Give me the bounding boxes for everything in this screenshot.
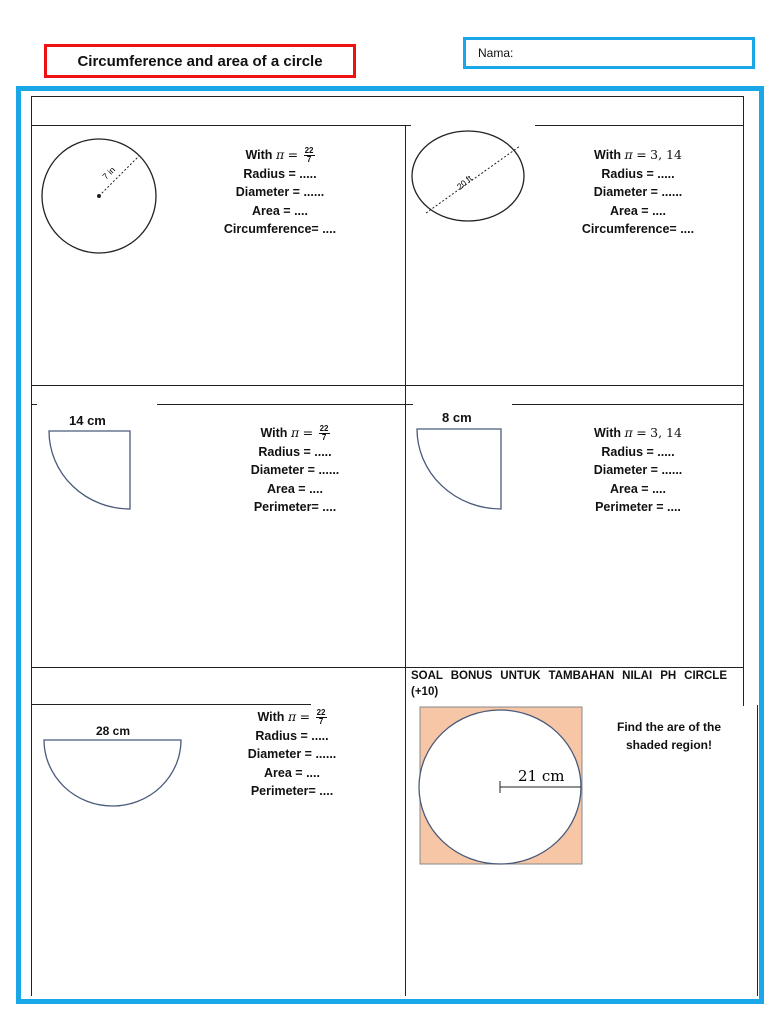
figure-label-1: 7 in (100, 164, 118, 182)
quarter-circle-figure-4 (414, 426, 506, 514)
figure-label-2: 20 ft (454, 173, 474, 192)
circle-figure-2 (408, 128, 528, 228)
problem-4-text: With π = 3, 14 Radius = ..... Diameter = ...... Area = .... Perimeter = .... (593, 425, 683, 514)
bonus-instruction: Find the are of the shaded region! (616, 720, 721, 752)
problem-1-text: With π = $\frac{22}{7}$ Radius = ..... Diameter = ...... Area = .... Circumference= .... (223, 146, 337, 236)
figure-label-4: 8 cm (442, 410, 472, 425)
bonus-figure-label: 21 cm (518, 767, 565, 785)
problem-2-text: With π = 3, 14 Radius = ..... Diameter = ...... Area = .... Circumference= .... (581, 147, 695, 236)
bonus-points: (+10) (411, 686, 439, 698)
bonus-heading: SOAL BONUS UNTUK TAMBAHAN NILAI PH CIRCLE (411, 670, 727, 682)
problem-5-text: With π = $\frac{22}{7}$ Radius = ..... Diameter = ...... Area = .... Perimeter= .... (247, 708, 337, 798)
name-label: Nama: (478, 46, 514, 60)
semicircle-figure-5 (40, 737, 185, 809)
name-field[interactable] (463, 37, 755, 69)
worksheet-title-text: Circumference and area of a circle (77, 52, 323, 70)
circle-figure-1 (36, 137, 166, 257)
bonus-shaded-figure (418, 705, 588, 867)
quarter-circle-figure-3 (46, 428, 136, 513)
worksheet-title (44, 44, 356, 78)
problem-3-text: With π = $\frac{22}{7}$ Radius = ..... Diameter = ...... Area = .... Perimeter= .... (250, 424, 340, 514)
figure-label-5: 28 cm (96, 724, 131, 738)
figure-label-3: 14 cm (69, 413, 106, 428)
